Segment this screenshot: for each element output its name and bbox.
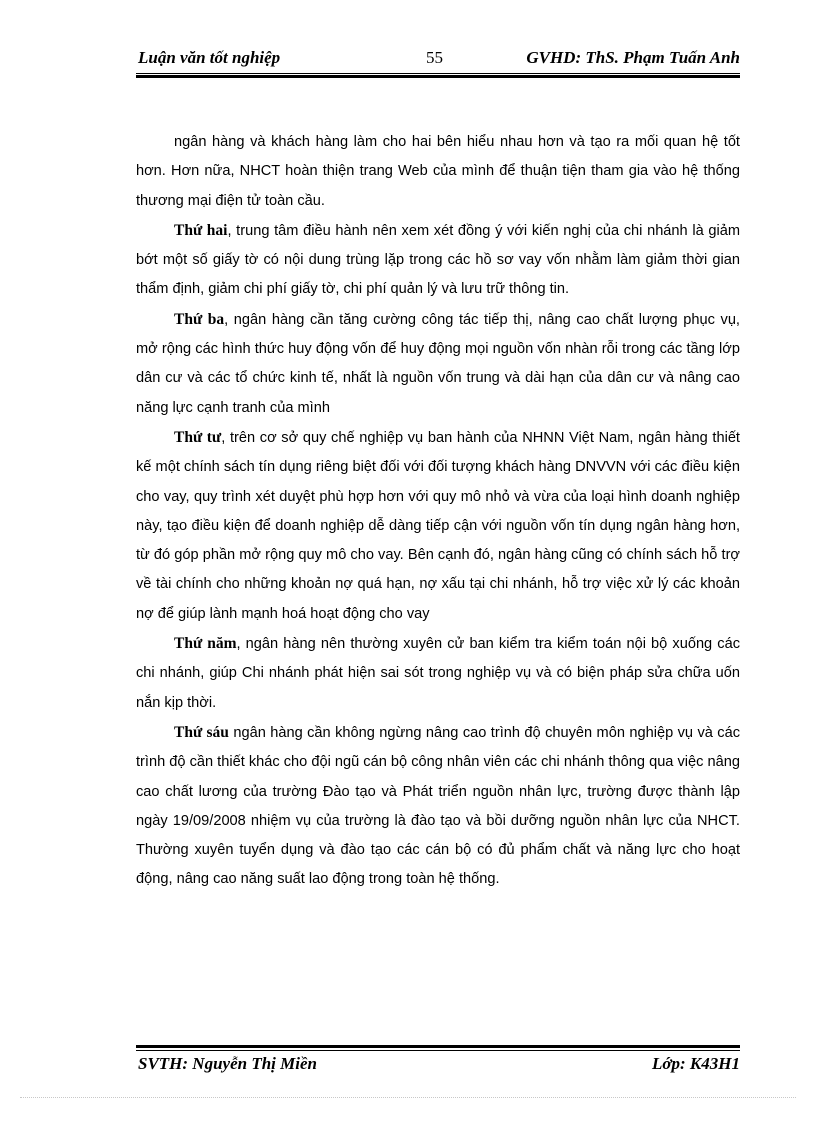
- paragraph-lead: Thứ sáu: [174, 723, 229, 741]
- body-text: [136, 128, 740, 895]
- paragraph-lead: Thứ tư: [174, 428, 222, 446]
- paragraph-thu-nam: [136, 629, 740, 718]
- page-footer: [136, 1054, 740, 1080]
- paragraph-text: , trên cơ sở quy chế nghiệp vụ ban hành của NHNN Việt Nam, ngân hàng thiết kế một chính sách tín dụng riêng biệt đối với đối tượng khách hàng DNVVN với các điều kiện cho vay, quy trình xét duyệt phù hợp hơn với quy mô nhỏ và vừa của loại hình doanh nghiệp này, tạo điều kiện để doanh nghiệp dễ dàng tiếp cận với nguồn vốn tín dụng ngân hàng hơn, từ đó góp phần mở rộng quy mô cho vay. Bên cạnh đó, ngân hàng cũng có chính sách hỗ trợ về tài chính cho những khoản nợ quá hạn, nợ xấu tại chi nhánh, hỗ trợ việc xử lý các khoản nợ để giúp lành mạnh hoá hoạt động cho vay: [136, 429, 740, 622]
- page-header: [136, 44, 740, 74]
- header-thesis-title: Luận văn tốt nghiệp: [138, 48, 281, 67]
- paragraph-thu-ba: [136, 305, 740, 423]
- footer-class: Lớp: K43H1: [652, 1054, 740, 1073]
- paragraph-text: ngân hàng cần không ngừng nâng cao trình độ chuyên môn nghiệp vụ và các trình độ cần thiết khác cho đội ngũ cán bộ công nhân viên các chi nhánh thông qua việc nâng cao chất lương của trường Đào tạo và Phát triển nguồn nhân lực, trường được thành lập ngày 19/09/2008 nhiệm vụ của trường là đào tạo và bồi dưỡng nguồn nhân lực của NHCT. Thường xuyên tuyển dụng và đào tạo các cán bộ có đủ phẩm chất và năng lực cho hoạt động, nâng cao năng suất lao động trong toàn hệ thống.: [136, 724, 741, 888]
- footer-rule-thick: [136, 1045, 740, 1048]
- paragraph-intro: [136, 128, 740, 216]
- paragraph-thu-tu: [136, 423, 740, 629]
- page-bottom-dotted-line: [20, 1097, 796, 1098]
- footer-rule-thin: [136, 1050, 740, 1051]
- paragraph-text: , ngân hàng cần tăng cường công tác tiếp thị, nâng cao chất lượng phục vụ, mở rộng các hình thức huy động vốn để huy động mọi nguồn vốn nhàn rỗi trong các tầng lớp dân cư và các tổ chức kinh tế, nhất là nguồn vốn trung và dài hạn của dân cư và nâng cao năng lực cạnh tranh của mình: [136, 311, 740, 416]
- paragraph-thu-sau: [136, 718, 740, 895]
- paragraph-lead: Thứ hai: [174, 221, 228, 239]
- paragraph-thu-hai: [136, 216, 740, 305]
- page-number: 55: [426, 48, 443, 67]
- header-advisor: GVHD: ThS. Phạm Tuấn Anh: [526, 48, 740, 67]
- header-rule-thick: [136, 75, 740, 78]
- paragraph-text: , ngân hàng nên thường xuyên cử ban kiểm tra kiểm toán nội bộ xuống các chi nhánh, giúp Chi nhánh phát hiện sai sót trong nghiệp vụ và có biện pháp sửa chữa uốn nắn kịp thời.: [136, 636, 741, 711]
- paragraph-text: , trung tâm điều hành nên xem xét đồng ý với kiến nghị của chi nhánh là giảm bớt một số giấy tờ có nội dung trùng lặp trong các hồ sơ vay vốn nhằm làm giảm thời gian thẩm định, giảm chi phí giấy tờ, chi phí quản lý và lưu trữ thông tin.: [136, 222, 740, 298]
- footer-student: SVTH: Nguyễn Thị Miền: [138, 1054, 317, 1073]
- paragraph-lead: Thứ năm: [174, 635, 237, 653]
- paragraph-text: ngân hàng và khách hàng làm cho hai bên hiểu nhau hơn và tạo ra mối quan hệ tốt hơn. Hơn nữa, NHCT hoàn thiện trang Web của mình để thuận tiện tham gia vào hệ thống thương mại điện tử toàn cầu.: [136, 134, 740, 209]
- header-rule-thin: [136, 73, 740, 74]
- paragraph-lead: Thứ ba: [174, 310, 225, 328]
